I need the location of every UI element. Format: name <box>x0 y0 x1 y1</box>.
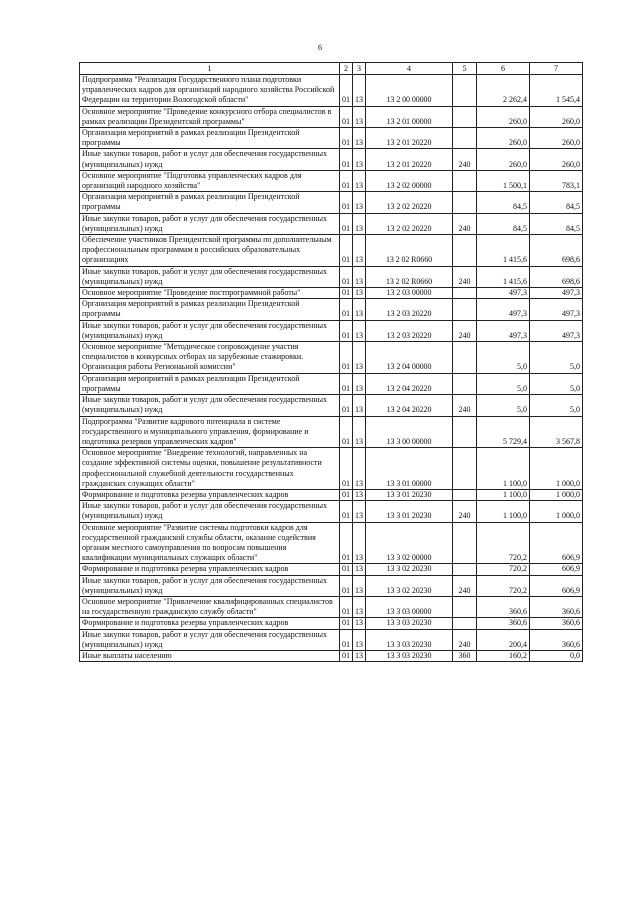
amount-year2-cell: 5,0 <box>530 373 583 394</box>
subsection-cell: 13 <box>353 192 366 213</box>
table-row <box>80 192 583 213</box>
table-row <box>80 575 583 596</box>
expense-type-cell <box>453 288 477 299</box>
column-header-target-article: 4 <box>366 63 453 75</box>
name-cell: Иные закупки товаров, работ и услуг для обеспечения государственных (муниципальных) нужд <box>80 501 340 522</box>
table-row <box>80 288 583 299</box>
section-cell: 01 <box>340 416 353 448</box>
table-row <box>80 416 583 448</box>
amount-year2-cell: 84,5 <box>530 192 583 213</box>
section-cell: 01 <box>340 170 353 191</box>
table-row <box>80 342 583 374</box>
name-cell: Подпрограмма "Развитие кадрового потенциала в системе государственного и муниципального управления, формирование и подготовка резервов управленческих кадров" <box>80 416 340 448</box>
expense-type-cell: 240 <box>453 266 477 287</box>
amount-year2-cell: 698,6 <box>530 235 583 267</box>
name-cell: Иные закупки товаров, работ и услуг для обеспечения государственных (муниципальных) нужд <box>80 395 340 416</box>
amount-year1-cell: 1 100,0 <box>477 501 530 522</box>
table-row <box>80 564 583 575</box>
expense-type-cell <box>453 106 477 127</box>
target-article-cell: 13 3 03 20230 <box>366 629 453 650</box>
table-row <box>80 501 583 522</box>
target-article-cell: 13 2 04 00000 <box>366 342 453 374</box>
name-cell: Основное мероприятие "Развитие системы подготовки кадров для государственной гражданской службы области, оказание содействия органам местного самоуправления по вопросам повышения квалификации муниципальных служащих области" <box>80 522 340 564</box>
target-article-cell: 13 3 03 20230 <box>366 650 453 661</box>
column-header-expense-type: 5 <box>453 63 477 75</box>
name-cell: Организация мероприятий в рамках реализации Президентской программы <box>80 299 340 320</box>
amount-year1-cell: 720,2 <box>477 575 530 596</box>
target-article-cell: 13 2 02 20220 <box>366 213 453 234</box>
amount-year2-cell: 1 000,0 <box>530 489 583 500</box>
table-header <box>80 63 583 75</box>
section-cell: 01 <box>340 128 353 149</box>
name-cell: Подпрограмма "Реализация Государственного плана подготовки управленческих кадров для организаций народного хозяйства Российской Федерации на территории Вологодской области" <box>80 75 340 107</box>
subsection-cell: 13 <box>353 395 366 416</box>
section-cell: 01 <box>340 575 353 596</box>
table-body <box>80 75 583 662</box>
subsection-cell: 13 <box>353 75 366 107</box>
target-article-cell: 13 2 02 20220 <box>366 192 453 213</box>
section-cell: 01 <box>340 395 353 416</box>
amount-year2-cell: 606,9 <box>530 522 583 564</box>
target-article-cell: 13 2 04 20220 <box>366 373 453 394</box>
expense-type-cell: 240 <box>453 629 477 650</box>
expense-type-cell <box>453 416 477 448</box>
section-cell: 01 <box>340 288 353 299</box>
amount-year2-cell: 1 000,0 <box>530 501 583 522</box>
section-cell: 01 <box>340 618 353 629</box>
table-row <box>80 395 583 416</box>
target-article-cell: 13 3 02 00000 <box>366 522 453 564</box>
amount-year2-cell: 360,6 <box>530 596 583 617</box>
amount-year1-cell: 2 262,4 <box>477 75 530 107</box>
expense-type-cell <box>453 235 477 267</box>
expense-type-cell: 240 <box>453 575 477 596</box>
section-cell: 01 <box>340 149 353 170</box>
section-cell: 01 <box>340 489 353 500</box>
column-header-amount-year1: 6 <box>477 63 530 75</box>
amount-year2-cell: 0,0 <box>530 650 583 661</box>
amount-year2-cell: 497,3 <box>530 299 583 320</box>
amount-year1-cell: 497,3 <box>477 288 530 299</box>
expense-type-cell <box>453 170 477 191</box>
expense-type-cell: 240 <box>453 501 477 522</box>
name-cell: Иные закупки товаров, работ и услуг для обеспечения государственных (муниципальных) нужд <box>80 575 340 596</box>
expense-type-cell: 240 <box>453 320 477 341</box>
section-cell: 01 <box>340 192 353 213</box>
subsection-cell: 13 <box>353 149 366 170</box>
name-cell: Обеспечение участников Президентской программы по дополнительным профессиональным программам в российских образовательных организациях <box>80 235 340 267</box>
target-article-cell: 13 2 03 00000 <box>366 288 453 299</box>
expense-type-cell <box>453 522 477 564</box>
section-cell: 01 <box>340 213 353 234</box>
target-article-cell: 13 2 03 20220 <box>366 320 453 341</box>
name-cell: Иные закупки товаров, работ и услуг для обеспечения государственных (муниципальных) нужд <box>80 266 340 287</box>
subsection-cell: 13 <box>353 416 366 448</box>
subsection-cell: 13 <box>353 320 366 341</box>
subsection-cell: 13 <box>353 448 366 490</box>
amount-year1-cell: 260,0 <box>477 149 530 170</box>
expense-type-cell <box>453 489 477 500</box>
amount-year2-cell: 606,9 <box>530 575 583 596</box>
expense-type-cell: 360 <box>453 650 477 661</box>
section-cell: 01 <box>340 75 353 107</box>
amount-year1-cell: 260,0 <box>477 128 530 149</box>
amount-year1-cell: 160,2 <box>477 650 530 661</box>
subsection-cell: 13 <box>353 650 366 661</box>
amount-year1-cell: 84,5 <box>477 192 530 213</box>
expense-type-cell <box>453 596 477 617</box>
name-cell: Иные закупки товаров, работ и услуг для обеспечения государственных (муниципальных) нужд <box>80 149 340 170</box>
name-cell: Основное мероприятие "Привлечение квалифицированных специалистов на государственную гражданскую службу области" <box>80 596 340 617</box>
name-cell: Основное мероприятие "Внедрение технологий, направленных на создание эффективной системы оценки, повышение результативности профессиональной служебной деятельности государственных гражданских служащих области" <box>80 448 340 490</box>
table-row <box>80 170 583 191</box>
amount-year2-cell: 5,0 <box>530 342 583 374</box>
expense-type-cell <box>453 618 477 629</box>
name-cell: Иные закупки товаров, работ и услуг для обеспечения государственных (муниципальных) нужд <box>80 629 340 650</box>
name-cell: Основное мероприятие "Подготовка управленческих кадров для организаций народного хозяйства" <box>80 170 340 191</box>
amount-year2-cell: 497,3 <box>530 320 583 341</box>
name-cell: Формирование и подготовка резерва управленческих кадров <box>80 564 340 575</box>
section-cell: 01 <box>340 299 353 320</box>
expense-type-cell <box>453 75 477 107</box>
name-cell: Иные закупки товаров, работ и услуг для обеспечения государственных (муниципальных) нужд <box>80 320 340 341</box>
target-article-cell: 13 3 01 20230 <box>366 501 453 522</box>
section-cell: 01 <box>340 501 353 522</box>
section-cell: 01 <box>340 448 353 490</box>
page-number: 6 <box>318 43 322 52</box>
section-cell: 01 <box>340 235 353 267</box>
amount-year2-cell: 1 545,4 <box>530 75 583 107</box>
amount-year1-cell: 1 500,1 <box>477 170 530 191</box>
target-article-cell: 13 3 01 00000 <box>366 448 453 490</box>
amount-year2-cell: 783,1 <box>530 170 583 191</box>
target-article-cell: 13 3 02 20230 <box>366 575 453 596</box>
amount-year1-cell: 1 415,6 <box>477 266 530 287</box>
target-article-cell: 13 2 01 20220 <box>366 149 453 170</box>
section-cell: 01 <box>340 650 353 661</box>
target-article-cell: 13 3 01 20230 <box>366 489 453 500</box>
amount-year1-cell: 720,2 <box>477 522 530 564</box>
expense-type-cell <box>453 373 477 394</box>
amount-year2-cell: 497,3 <box>530 288 583 299</box>
name-cell: Формирование и подготовка резерва управленческих кадров <box>80 489 340 500</box>
section-cell: 01 <box>340 564 353 575</box>
table-row <box>80 235 583 267</box>
subsection-cell: 13 <box>353 266 366 287</box>
expense-type-cell: 240 <box>453 213 477 234</box>
subsection-cell: 13 <box>353 342 366 374</box>
subsection-cell: 13 <box>353 618 366 629</box>
target-article-cell: 13 2 01 20220 <box>366 128 453 149</box>
name-cell: Основное мероприятие "Проведение конкурсного отбора специалистов в рамках реализации Президентской программы" <box>80 106 340 127</box>
subsection-cell: 13 <box>353 575 366 596</box>
amount-year2-cell: 260,0 <box>530 106 583 127</box>
section-cell: 01 <box>340 373 353 394</box>
amount-year2-cell: 84,5 <box>530 213 583 234</box>
amount-year1-cell: 84,5 <box>477 213 530 234</box>
subsection-cell: 13 <box>353 235 366 267</box>
amount-year1-cell: 497,3 <box>477 320 530 341</box>
expense-type-cell <box>453 299 477 320</box>
subsection-cell: 13 <box>353 128 366 149</box>
table-row <box>80 75 583 107</box>
table-row <box>80 213 583 234</box>
target-article-cell: 13 3 03 00000 <box>366 596 453 617</box>
target-article-cell: 13 2 02 R0660 <box>366 235 453 267</box>
amount-year2-cell: 360,6 <box>530 629 583 650</box>
header-row <box>80 63 583 75</box>
amount-year1-cell: 200,4 <box>477 629 530 650</box>
expense-type-cell <box>453 342 477 374</box>
expense-type-cell <box>453 192 477 213</box>
amount-year2-cell: 260,0 <box>530 149 583 170</box>
table-row <box>80 320 583 341</box>
amount-year2-cell: 5,0 <box>530 395 583 416</box>
amount-year2-cell: 260,0 <box>530 128 583 149</box>
table-row <box>80 629 583 650</box>
subsection-cell: 13 <box>353 288 366 299</box>
table-row <box>80 448 583 490</box>
name-cell: Иные закупки товаров, работ и услуг для обеспечения государственных (муниципальных) нужд <box>80 213 340 234</box>
section-cell: 01 <box>340 342 353 374</box>
name-cell: Формирование и подготовка резерва управленческих кадров <box>80 618 340 629</box>
target-article-cell: 13 2 02 R0660 <box>366 266 453 287</box>
table-row <box>80 106 583 127</box>
section-cell: 01 <box>340 266 353 287</box>
subsection-cell: 13 <box>353 170 366 191</box>
amount-year1-cell: 497,3 <box>477 299 530 320</box>
budget-table <box>79 62 583 662</box>
subsection-cell: 13 <box>353 489 366 500</box>
name-cell: Основное мероприятие "Проведение постпрограммной работы" <box>80 288 340 299</box>
target-article-cell: 13 3 00 00000 <box>366 416 453 448</box>
amount-year1-cell: 360,6 <box>477 618 530 629</box>
column-header-subsection: 3 <box>353 63 366 75</box>
table-row <box>80 149 583 170</box>
table-row <box>80 299 583 320</box>
target-article-cell: 13 2 01 00000 <box>366 106 453 127</box>
name-cell: Организация мероприятий в рамках реализации Президентской программы <box>80 192 340 213</box>
name-cell: Иные выплаты населению <box>80 650 340 661</box>
table-row <box>80 596 583 617</box>
expense-type-cell <box>453 564 477 575</box>
name-cell: Организация мероприятий в рамках реализации Президентской программы <box>80 373 340 394</box>
table-row <box>80 266 583 287</box>
amount-year1-cell: 5,0 <box>477 342 530 374</box>
amount-year1-cell: 1 100,0 <box>477 448 530 490</box>
table-row <box>80 373 583 394</box>
amount-year1-cell: 260,0 <box>477 106 530 127</box>
target-article-cell: 13 3 02 20230 <box>366 564 453 575</box>
subsection-cell: 13 <box>353 213 366 234</box>
column-header-section: 2 <box>340 63 353 75</box>
section-cell: 01 <box>340 596 353 617</box>
subsection-cell: 13 <box>353 106 366 127</box>
amount-year1-cell: 5,0 <box>477 373 530 394</box>
target-article-cell: 13 2 00 00000 <box>366 75 453 107</box>
amount-year2-cell: 360,6 <box>530 618 583 629</box>
amount-year1-cell: 5,0 <box>477 395 530 416</box>
amount-year1-cell: 720,2 <box>477 564 530 575</box>
section-cell: 01 <box>340 629 353 650</box>
amount-year2-cell: 1 000,0 <box>530 448 583 490</box>
amount-year1-cell: 5 729,4 <box>477 416 530 448</box>
expense-type-cell <box>453 448 477 490</box>
expense-type-cell <box>453 128 477 149</box>
amount-year1-cell: 1 415,6 <box>477 235 530 267</box>
target-article-cell: 13 3 03 20230 <box>366 618 453 629</box>
amount-year2-cell: 698,6 <box>530 266 583 287</box>
section-cell: 01 <box>340 320 353 341</box>
expense-type-cell: 240 <box>453 149 477 170</box>
amount-year1-cell: 360,6 <box>477 596 530 617</box>
table-row <box>80 128 583 149</box>
target-article-cell: 13 2 04 20220 <box>366 395 453 416</box>
column-header-amount-year2: 7 <box>530 63 583 75</box>
subsection-cell: 13 <box>353 373 366 394</box>
subsection-cell: 13 <box>353 299 366 320</box>
amount-year2-cell: 3 567,8 <box>530 416 583 448</box>
amount-year2-cell: 606,9 <box>530 564 583 575</box>
section-cell: 01 <box>340 106 353 127</box>
column-header-name: 1 <box>80 63 340 75</box>
table-row <box>80 650 583 661</box>
target-article-cell: 13 2 03 20220 <box>366 299 453 320</box>
table-row <box>80 618 583 629</box>
subsection-cell: 13 <box>353 522 366 564</box>
section-cell: 01 <box>340 522 353 564</box>
table-row <box>80 522 583 564</box>
name-cell: Основное мероприятие "Методическое сопровождение участия специалистов в конкурсных отборах на зарубежные стажировки. Организация работы Регионаьной комиссии" <box>80 342 340 374</box>
name-cell: Организация мероприятий в рамках реализации Президентской программы <box>80 128 340 149</box>
subsection-cell: 13 <box>353 596 366 617</box>
amount-year1-cell: 1 100,0 <box>477 489 530 500</box>
subsection-cell: 13 <box>353 629 366 650</box>
subsection-cell: 13 <box>353 501 366 522</box>
subsection-cell: 13 <box>353 564 366 575</box>
target-article-cell: 13 2 02 00000 <box>366 170 453 191</box>
expense-type-cell: 240 <box>453 395 477 416</box>
table-row <box>80 489 583 500</box>
